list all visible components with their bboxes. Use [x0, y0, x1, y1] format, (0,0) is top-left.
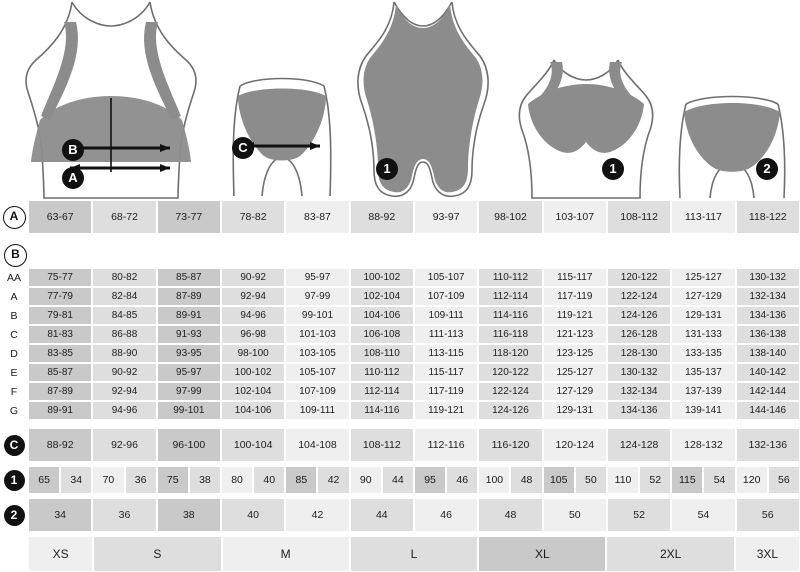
row-sizes — [0, 536, 800, 572]
cell: 133-135 — [671, 344, 735, 363]
cell: 120-124 — [543, 428, 607, 462]
cell: 105-107 — [414, 268, 478, 287]
row-label-A — [0, 200, 28, 234]
cell: 142-144 — [736, 382, 800, 401]
cell: 120 — [736, 466, 768, 494]
cell: 38 — [189, 466, 221, 494]
cell: 104-106 — [221, 401, 285, 420]
cell: 70 — [92, 466, 124, 494]
cell: 99-101 — [157, 401, 221, 420]
cell: 36 — [92, 498, 156, 532]
size-cell-s: S — [93, 536, 221, 572]
cell: 90-92 — [92, 363, 156, 382]
cell: 129-131 — [671, 306, 735, 325]
cell: 97-99 — [157, 382, 221, 401]
cell: 86-88 — [92, 325, 156, 344]
cell: 42 — [317, 466, 349, 494]
row-G-cup — [0, 401, 800, 420]
size-cell-xl: XL — [478, 536, 606, 572]
cell: 94-96 — [92, 401, 156, 420]
cell: 114-116 — [350, 401, 414, 420]
cell: 87-89 — [28, 382, 92, 401]
cell: 114-116 — [478, 306, 542, 325]
pair — [350, 466, 414, 494]
cup-label: F — [0, 382, 28, 401]
row-label-C — [0, 428, 28, 462]
cell: 93-97 — [414, 200, 478, 234]
cell: 54 — [703, 466, 735, 494]
size-cell-m: M — [222, 536, 350, 572]
cell: 127-129 — [543, 382, 607, 401]
cell: 138-140 — [736, 344, 800, 363]
cell: 40 — [253, 466, 285, 494]
row-1-label: 1 — [10, 472, 18, 487]
cell: 108-110 — [350, 344, 414, 363]
badge-1-swimsuit-label: 1 — [383, 161, 391, 176]
size-cell-3xl: 3XL — [735, 536, 800, 572]
cup-row-cells — [28, 401, 800, 420]
cell: 40 — [221, 498, 285, 532]
cell: 46 — [414, 498, 478, 532]
cell: 88-92 — [28, 428, 92, 462]
badge-B-bust-upper — [62, 139, 84, 161]
cell: 124-128 — [607, 428, 671, 462]
bralette-svg — [506, 0, 666, 200]
row-2-circle — [4, 505, 25, 526]
cell: 105-107 — [285, 363, 349, 382]
cup-row-cells — [28, 344, 800, 363]
figure-swimsuit — [348, 0, 498, 200]
cell: 132-134 — [736, 287, 800, 306]
badge-1-bra-label: 1 — [609, 161, 617, 176]
cell: 108-112 — [607, 200, 671, 234]
cell: 42 — [285, 498, 349, 532]
cell: 108-112 — [350, 428, 414, 462]
cell: 118-122 — [736, 200, 800, 234]
badge-2-brief — [756, 158, 778, 180]
cell: 93-95 — [157, 344, 221, 363]
cup-row-cells — [28, 287, 800, 306]
cell: 81-83 — [28, 325, 92, 344]
cell: 132-136 — [736, 428, 800, 462]
badge-1-bra — [602, 158, 624, 180]
cell: 124-126 — [478, 401, 542, 420]
cell: 75 — [157, 466, 189, 494]
cell: 85-87 — [157, 268, 221, 287]
cell: 112-114 — [478, 287, 542, 306]
cell: 112-114 — [350, 382, 414, 401]
cell: 84-85 — [92, 306, 156, 325]
row-B-label: B — [11, 246, 20, 261]
pair — [28, 466, 92, 494]
cell: 48 — [478, 498, 542, 532]
pair — [414, 466, 478, 494]
cell: 121-123 — [543, 325, 607, 344]
cell: 89-91 — [157, 306, 221, 325]
cell: 106-108 — [350, 325, 414, 344]
row-C-circle — [4, 435, 25, 456]
badge-B-label: B — [68, 142, 78, 157]
cell: 85-87 — [28, 363, 92, 382]
badge-C-label: C — [238, 140, 248, 155]
cup-row-cells — [28, 382, 800, 401]
measurement-table — [0, 200, 800, 572]
cell: 120-122 — [607, 268, 671, 287]
row-B-cup — [0, 306, 800, 325]
cell: 100 — [478, 466, 510, 494]
cell: 97-99 — [285, 287, 349, 306]
cell: 75-77 — [28, 268, 92, 287]
cup-label: B — [0, 306, 28, 325]
row-F-cup — [0, 382, 800, 401]
row-2-cells — [28, 498, 800, 532]
cup-label: E — [0, 363, 28, 382]
cell: 52 — [607, 498, 671, 532]
cup-row-cells — [28, 306, 800, 325]
row-A-cup — [0, 287, 800, 306]
cell: 96-98 — [221, 325, 285, 344]
pair — [543, 466, 607, 494]
cell: 88-90 — [92, 344, 156, 363]
cell: 113-117 — [671, 200, 735, 234]
cell: 92-94 — [92, 382, 156, 401]
cell: 115-117 — [414, 363, 478, 382]
cell: 88-92 — [350, 200, 414, 234]
cell: 119-121 — [543, 306, 607, 325]
row-2-label: 2 — [10, 507, 18, 522]
illustration-area — [0, 0, 800, 200]
pair — [285, 466, 349, 494]
cell: 122-124 — [478, 382, 542, 401]
badge-A-label: A — [68, 170, 78, 185]
cell: 109-111 — [285, 401, 349, 420]
cell: 115 — [671, 466, 703, 494]
cell: 52 — [639, 466, 671, 494]
cell: 139-141 — [671, 401, 735, 420]
cell: 136-138 — [736, 325, 800, 344]
cell: 36 — [125, 466, 157, 494]
row-label-B — [0, 242, 800, 268]
cell: 87-89 — [157, 287, 221, 306]
cell: 112-116 — [414, 428, 478, 462]
row-C-label: C — [9, 437, 19, 452]
cell: 102-104 — [350, 287, 414, 306]
cell: 129-131 — [543, 401, 607, 420]
cell: 123-125 — [543, 344, 607, 363]
bra-front-svg — [10, 0, 220, 200]
cell: 96-100 — [157, 428, 221, 462]
cell: 103-105 — [285, 344, 349, 363]
cell: 77-79 — [28, 287, 92, 306]
size-cell-2xl: 2XL — [606, 536, 734, 572]
cell: 105 — [543, 466, 575, 494]
cell: 92-96 — [92, 428, 156, 462]
cell: 137-139 — [671, 382, 735, 401]
cell: 98-102 — [478, 200, 542, 234]
cup-label: D — [0, 344, 28, 363]
cell: 80-82 — [92, 268, 156, 287]
row-1-circle — [4, 470, 25, 491]
cell: 44 — [350, 498, 414, 532]
cell: 50 — [543, 498, 607, 532]
row-A — [0, 200, 800, 234]
cell: 95-97 — [285, 268, 349, 287]
cell: 131-133 — [671, 325, 735, 344]
cell: 130-132 — [736, 268, 800, 287]
cell: 127-129 — [671, 287, 735, 306]
pair — [478, 466, 542, 494]
figure-bra-front — [10, 0, 220, 200]
cell: 107-109 — [285, 382, 349, 401]
cell: 100-102 — [221, 363, 285, 382]
cell: 34 — [28, 498, 92, 532]
badge-2-brief-label: 2 — [763, 161, 771, 176]
row-C-cup — [0, 325, 800, 344]
spacer — [0, 420, 800, 428]
cell: 54 — [671, 498, 735, 532]
cell: 110 — [607, 466, 639, 494]
cell: 48 — [510, 466, 542, 494]
cell: 125-127 — [671, 268, 735, 287]
cell: 128-130 — [607, 344, 671, 363]
cup-label: AA — [0, 268, 28, 287]
cell: 100-104 — [221, 428, 285, 462]
cell: 85 — [285, 466, 317, 494]
hips-brief-svg — [222, 0, 342, 200]
size-cell-l: L — [350, 536, 478, 572]
cell: 116-118 — [478, 325, 542, 344]
pair — [607, 466, 671, 494]
cell: 130-132 — [607, 363, 671, 382]
cell: 118-120 — [478, 344, 542, 363]
cell: 104-108 — [285, 428, 349, 462]
cell: 132-134 — [607, 382, 671, 401]
cell: 110-112 — [478, 268, 542, 287]
cell: 56 — [736, 498, 800, 532]
cell: 126-128 — [607, 325, 671, 344]
cell: 80 — [221, 466, 253, 494]
cell: 109-111 — [414, 306, 478, 325]
cell: 119-121 — [414, 401, 478, 420]
row-label-sizes — [0, 536, 28, 572]
row-D-cup — [0, 344, 800, 363]
badge-C-hips — [232, 137, 254, 159]
swimsuit-svg — [348, 0, 498, 200]
cell: 90-92 — [221, 268, 285, 287]
cup-row-cells — [28, 363, 800, 382]
cell: 73-77 — [157, 200, 221, 234]
figure-brief — [672, 0, 792, 200]
cell: 122-124 — [607, 287, 671, 306]
row-1 — [0, 466, 800, 494]
cell: 117-119 — [414, 382, 478, 401]
cell: 63-67 — [28, 200, 92, 234]
cell: 83-85 — [28, 344, 92, 363]
cell: 99-101 — [285, 306, 349, 325]
cell: 65 — [28, 466, 60, 494]
row-E-cup — [0, 363, 800, 382]
pair — [736, 466, 800, 494]
cell: 89-91 — [28, 401, 92, 420]
cell: 144-146 — [736, 401, 800, 420]
row-label-1 — [0, 466, 28, 494]
badge-A-underbust — [62, 167, 84, 189]
spacer — [0, 234, 800, 242]
row-B-circle — [4, 244, 27, 267]
row-sizes-cells — [28, 536, 800, 572]
cell: 103-107 — [543, 200, 607, 234]
cell: 134-136 — [607, 401, 671, 420]
pair — [92, 466, 156, 494]
cell: 95-97 — [157, 363, 221, 382]
cup-label: C — [0, 325, 28, 344]
cup-row-cells — [28, 268, 800, 287]
cell: 50 — [575, 466, 607, 494]
cell: 83-87 — [285, 200, 349, 234]
cell: 95 — [414, 466, 446, 494]
cell: 110-112 — [350, 363, 414, 382]
cell: 113-115 — [414, 344, 478, 363]
row-label-2 — [0, 498, 28, 532]
cell: 111-113 — [414, 325, 478, 344]
cell: 44 — [382, 466, 414, 494]
row-C — [0, 428, 800, 462]
row-A-cells — [28, 200, 800, 234]
cell: 38 — [157, 498, 221, 532]
cell: 116-120 — [478, 428, 542, 462]
row-AA — [0, 268, 800, 287]
row-A-circle — [3, 206, 26, 229]
cell: 104-106 — [350, 306, 414, 325]
row-1-cells — [28, 466, 800, 494]
pair — [671, 466, 735, 494]
cell: 82-84 — [92, 287, 156, 306]
pair — [157, 466, 221, 494]
cell: 120-122 — [478, 363, 542, 382]
size-cell-xs: XS — [28, 536, 93, 572]
figure-bralette — [506, 0, 666, 200]
pair — [221, 466, 285, 494]
cell: 34 — [60, 466, 92, 494]
cell: 56 — [768, 466, 800, 494]
cell: 91-93 — [157, 325, 221, 344]
cell: 128-132 — [671, 428, 735, 462]
row-2 — [0, 498, 800, 532]
cell: 92-94 — [221, 287, 285, 306]
badge-1-swimsuit — [376, 158, 398, 180]
cell: 124-126 — [607, 306, 671, 325]
cell: 117-119 — [543, 287, 607, 306]
cell: 79-81 — [28, 306, 92, 325]
cell: 102-104 — [221, 382, 285, 401]
cell: 125-127 — [543, 363, 607, 382]
cup-row-cells — [28, 325, 800, 344]
cell: 78-82 — [221, 200, 285, 234]
cup-label: G — [0, 401, 28, 420]
cell: 100-102 — [350, 268, 414, 287]
cup-label: A — [0, 287, 28, 306]
row-C-cells — [28, 428, 800, 462]
cell: 68-72 — [92, 200, 156, 234]
cell: 134-136 — [736, 306, 800, 325]
row-A-label: A — [9, 208, 19, 223]
cell: 107-109 — [414, 287, 478, 306]
cell: 90 — [350, 466, 382, 494]
cell: 101-103 — [285, 325, 349, 344]
cell: 94-96 — [221, 306, 285, 325]
figure-hips-brief — [222, 0, 342, 200]
cell: 98-100 — [221, 344, 285, 363]
cell: 140-142 — [736, 363, 800, 382]
cell: 135-137 — [671, 363, 735, 382]
cell: 115-117 — [543, 268, 607, 287]
cell: 46 — [446, 466, 478, 494]
